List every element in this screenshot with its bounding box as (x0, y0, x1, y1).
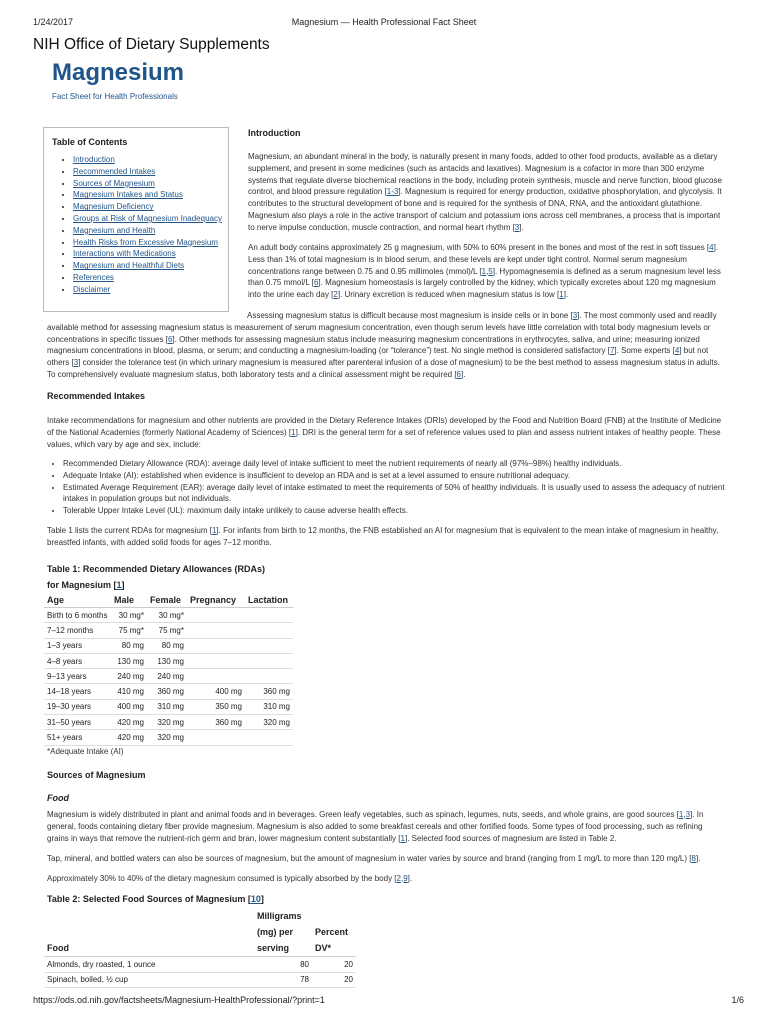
citation-link[interactable]: 3 (73, 358, 79, 368)
intro-paragraph-2: An adult body contains approximately 25 g magnesium, with 50% to 60% present in the bones and most of the rest in soft tissues [4]. Less than 1% of total magnesium is in blood serum, and these levels are kept under tight control. Normal serum magnesium concentrations range between 0.75 and 0.95 millimoles (mmol)/L [1,5]. Hypomagnesemia is defined as a serum magnesium level less than 0.75 mmol/L [6]. Magnesium homeostasis is largely controlled by the kidney, which typically excretes about 120 mg magnesium into the urine each day [2]. Urinary excretion is reduced when magnesium status is low [1]. (248, 243, 721, 300)
toc-item[interactable] (73, 201, 228, 213)
toc-item[interactable] (73, 225, 228, 237)
toc-link-groups-at-risk[interactable]: Groups at Risk of Magnesium Inadequacy (73, 213, 222, 223)
citation-link[interactable]: 1 (116, 580, 122, 590)
introduction-heading: Introduction (248, 128, 301, 138)
recommended-intakes-heading: Recommended Intakes (47, 391, 146, 401)
column-header: Age (44, 592, 111, 608)
page-title: Magnesium (52, 59, 185, 86)
citation-link[interactable]: 6 (456, 369, 461, 379)
toc-link-deficiency[interactable]: Magnesium Deficiency (73, 202, 154, 212)
column-header: Percent DV* (312, 908, 356, 957)
page-number: 1/6 (731, 995, 744, 1005)
toc-link-sources[interactable]: Sources of Magnesium (73, 178, 155, 188)
print-date: 1/24/2017 (33, 17, 74, 27)
column-header: Lactation (245, 592, 293, 608)
intro-paragraph-3: Assessing magnesium status is difficult because most magnesium is inside cells or in bone [3]. The most commonly used and readily available method for assessing magnesium status is measurement of serum magnesium concentration, even though serum levels have little correlation with total body magnesium levels or concentrations in specific tissues [6]. Other methods for assessing magnesium status include measuring magnesium concentrations in erythrocytes, saliva, and urine; measuring ionized magnesium concentrations in blood, plasma, or serum; and conducting a magnesium-loading (or “tolerance”) test. No single method is considered satisfactory [7]. Some experts [4] but not others [3] consider the tolerance test (in which urinary magnesium is measured after parenteral infusion of a dose of magnesium) to be the best method to assess magnesium status in adults. To comprehensively evaluate magnesium status, both laboratory tests and a clinical assessment might be required [6]. (47, 311, 720, 379)
list-item: • Recommended Dietary Allowance (RDA): average daily level of intake sufficient to meet the nutrient requirements of nearly all (97%–98%) healthy individuals. (63, 458, 733, 470)
print-footer-url: https://ods.od.nih.gov/factsheets/Magnesium-HealthProfessional/?print=1 (33, 995, 325, 1005)
toc-link-health[interactable]: Magnesium and Health (73, 225, 156, 235)
table-row: 1–3 years 80 mg 80 mg (44, 638, 293, 653)
citation-link[interactable]: 2 (396, 874, 401, 883)
toc-link-health-risks[interactable]: Health Risks from Excessive Magnesium (73, 237, 218, 247)
table-row: 31–50 years 420 mg 320 mg 360 mg 320 mg (44, 715, 293, 730)
toc-link-references[interactable]: References (73, 272, 114, 282)
citation-link[interactable]: 9 (403, 874, 408, 883)
intro-paragraph-1: Magnesium, an abundant mineral in the body, is naturally present in many foods, added to other food products, available as a dietary supplement, and present in some medicines (such as antacids and laxatives). Magnesium is a cofactor in more than 300 enzyme systems that regulate diverse biochemical reactions in the body, including protein synthesis, muscle and nerve function, blood glucose control, and blood pressure regulation [1-3]. Magnesium is required for energy production, oxidative phosphorylation, and glycolysis. It contributes to the structural development of bone and is required for the synthesis of DNA, RNA, and the antioxidant glutathione. Magnesium also plays a role in the active transport of calcium and potassium ions across cell membranes, a process that is important to nerve impulse conduction, muscle contraction, and normal heart rhythm [3]. (248, 152, 722, 232)
toc-item[interactable] (73, 189, 228, 201)
toc-item[interactable] (73, 154, 228, 166)
column-header: Female (147, 592, 187, 608)
citation-link[interactable]: 8 (691, 854, 696, 863)
table-row: Almonds, dry roasted, 1 ounce 80 20 (44, 957, 356, 973)
toc-link-intakes-status[interactable]: Magnesium Intakes and Status (73, 190, 183, 200)
table-row: 51+ years 420 mg 320 mg (44, 730, 293, 745)
toc-item[interactable] (73, 178, 228, 190)
citation-link[interactable]: 1 (481, 266, 487, 276)
sources-paragraph-3: Approximately 30% to 40% of the dietary magnesium consumed is typically absorbed by the body [2,9]. (47, 874, 413, 883)
toc-link-healthful-diets[interactable]: Magnesium and Healthful Diets (73, 261, 185, 271)
table-row: 19–30 years 400 mg 310 mg 350 mg 310 mg (44, 699, 293, 714)
table1-caption: Table 1: Recommended Dietary Allowances (RDAs) for Magnesium [1] (47, 564, 266, 590)
sources-heading: Sources of Magnesium (47, 770, 146, 780)
citation-link[interactable]: 3 (514, 222, 520, 232)
list-item: • Estimated Average Requirement (EAR): average daily level of intake estimated to meet the requirements of 50% of healthy individuals. It is usually used to assess the adequacy of nutrient intakes in population groups but not individuals. (63, 482, 733, 506)
toc-item[interactable] (73, 213, 228, 225)
list-item: • Tolerable Upper Intake Level (UL): maximum daily intake unlikely to cause adverse health effects. (63, 505, 733, 517)
toc-item[interactable] (73, 237, 228, 249)
sources-paragraph-1: Magnesium is widely distributed in plant and animal foods and in beverages. Green leafy vegetables, such as spinach, legumes, nuts, seeds, and whole grains, are good sources [1,3]. In general, foods containing dietary fiber provide magnesium. Magnesium is also added to some breakfast cereals and other fortified foods. Some types of food processing, such as refining grains in ways that remove the nutrient-rich germ and bran, lower magnesium content substantially [1]. Selected food sources of magnesium are listed in Table 2. (47, 810, 704, 843)
citation-link[interactable]: 1 (291, 427, 296, 437)
table-row: 9–13 years 240 mg 240 mg (44, 669, 293, 684)
table1-footnote: *Adequate Intake (AI) (47, 747, 124, 756)
rda-table (44, 592, 293, 746)
toc-link-disclaimer[interactable]: Disclaimer (73, 284, 111, 294)
toc-link-introduction[interactable]: Introduction (73, 155, 115, 164)
citation-link[interactable]: 4 (674, 346, 680, 356)
column-header: Milligrams (mg) per serving (254, 908, 312, 957)
toc-item[interactable] (73, 272, 228, 284)
toc-list (52, 154, 228, 296)
citation-link[interactable]: 4 (709, 243, 714, 252)
page-subtitle: Fact Sheet for Health Professionals (52, 92, 178, 101)
sources-paragraph-2: Tap, mineral, and bottled waters can also be sources of magnesium, but the amount of magnesium in water varies by source and brand (ranging from 1 mg/L to more than 120 mg/L) [8]. (47, 854, 701, 863)
recommended-paragraph-2: Table 1 lists the current RDAs for magnesium [1]. For infants from birth to 12 months, the FNB established an AI for magnesium that is equivalent to the mean intake of magnesium in healthy, breastfed infants, with added solid foods for ages 7–12 months. (47, 526, 719, 547)
toc-title: Table of Contents (52, 137, 128, 147)
table-row: Birth to 6 months 30 mg* 30 mg* (44, 608, 293, 623)
column-header: Food (44, 908, 254, 957)
citation-link[interactable]: 2 (333, 290, 338, 300)
toc-item[interactable] (73, 248, 228, 260)
food-sources-table (44, 908, 356, 988)
recommended-paragraph-1: Intake recommendations for magnesium and other nutrients are provided in the Dietary Reference Intakes (DRIs) developed by the Food and Nutrition Board (FNB) at the Institute of Medicine of the National Academies (formerly National Academy of Sciences) [1]. DRI is the general term for a set of reference values used to plan and assess nutrient intakes of healthy people. These values, which vary by age and sex, include: (47, 416, 722, 449)
dri-list (49, 458, 733, 517)
org-name: NIH Office of Dietary Supplements (33, 36, 270, 53)
column-header: Male (111, 592, 147, 608)
toc-item[interactable] (73, 284, 228, 296)
citation-link[interactable]: 10 (250, 894, 261, 904)
table2-caption: Table 2: Selected Food Sources of Magnesium [10] (47, 894, 264, 904)
citation-link[interactable]: 1 (211, 526, 217, 535)
table-of-contents (43, 127, 229, 312)
table-row: 7–12 months 75 mg* 75 mg* (44, 623, 293, 638)
toc-item[interactable] (73, 260, 228, 272)
citation-link[interactable]: 3 (572, 311, 578, 320)
citation-link[interactable]: 1 (400, 833, 405, 843)
toc-link-interactions[interactable]: Interactions with Medications (73, 249, 176, 259)
food-subheading: Food (47, 793, 69, 803)
citation-link[interactable]: 6 (167, 334, 173, 344)
toc-item[interactable] (73, 166, 228, 178)
column-header: Pregnancy (187, 592, 245, 608)
toc-link-recommended-intakes[interactable]: Recommended Intakes (73, 166, 156, 176)
print-header-title: Magnesium — Health Professional Fact Sheet (291, 17, 477, 27)
table-row: 14–18 years 410 mg 360 mg 400 mg 360 mg (44, 684, 293, 699)
citation-link[interactable]: 7 (609, 346, 615, 356)
citation-link[interactable]: 6 (313, 278, 319, 288)
citation-link[interactable]: 5 (488, 266, 493, 276)
citation-link[interactable]: 1-3 (386, 187, 399, 197)
citation-link[interactable]: 3 (685, 810, 691, 819)
table-row: 4–8 years 130 mg 130 mg (44, 653, 293, 668)
citation-link[interactable]: 1 (559, 290, 564, 300)
table-row: Spinach, boiled, ½ cup 78 20 (44, 972, 356, 988)
list-item: • Adequate Intake (AI): established when evidence is insufficient to develop an RDA and is set at a level assumed to ensure nutritional adequacy. (63, 470, 733, 482)
citation-link[interactable]: 1 (678, 810, 684, 819)
